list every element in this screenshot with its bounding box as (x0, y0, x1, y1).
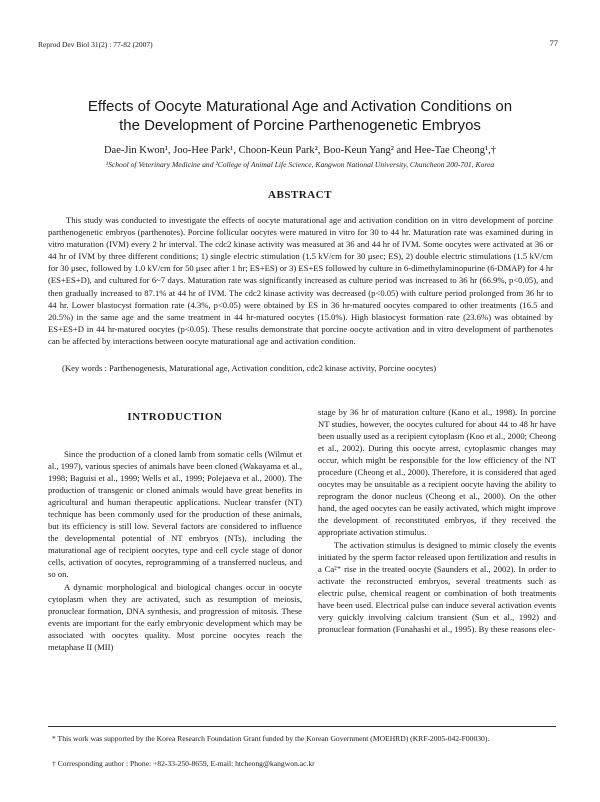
introduction-heading: INTRODUCTION (127, 411, 223, 423)
intro-paragraph: A dynamic morphological and biological changes occur in oocyte cytoplasm when they are activated, such as resumption of meiosis, pronuclear formation, DNA synthesis, and progression of mitosis. These events are important for the early embryonic development which may be associated with oocytes quality. Most porcine oocytes reach the metaphase II (MII) (48, 581, 302, 652)
footnote-divider (48, 726, 556, 727)
paper-title (40, 97, 560, 135)
title-line-1: Effects of Oocyte Maturational Age and Activation Conditions on (87, 98, 513, 115)
funding-footnote: * This work was supported by the Korea Research Foundation Grant funded by the Korean Government (MOEHRD) (KRF-2005-042-F00030). (52, 734, 490, 743)
abstract-heading: ABSTRACT (268, 189, 332, 201)
keywords: (Key words : Parthenogenesis, Maturational age, Activation condition, cdc2 kinase activity, Porcine oocytes) (62, 363, 437, 373)
page-number: 77 (549, 38, 558, 48)
right-column (318, 406, 556, 635)
author-list: Dae-Jin Kwon¹, Joo-Hee Park¹, Choon-Keun Park², Boo-Keun Yang² and Hee-Tae Cheong¹,† (103, 145, 497, 156)
intro-paragraph: Since the production of a cloned lamb from somatic cells (Wilmut et al., 1997), various species of animals have been cloned (Wakayama et al., 1998; Baguisi et al., 1999; Wells et al., 1999; Polejaeva et al., 2000). The production of transgenic or cloned animals would have great benefits in agricultural and human therapeutic applications. Nuclear transfer (NT) technique has been commonly used for the production of these animals, but its efficiency is still low. Several factors are considered to influence the developmental potential of NT embryos (NTs), including the maturational age of recipient oocytes, type and cell cycle stage of donor cells, activation of oocytes, reprogramming of a transferred nucleus, and so on. (48, 449, 302, 580)
intro-paragraph: The activation stimulus is designed to mimic closely the events initiated by the sperm factor released upon fertilization and results in a Ca²⁺ rise in the treated oocyte (Saunders et al., 2002). In order to activate the reconstructed embryos, several treatments such as electric pulse, chemical reagent or combination of both treatments have been used. Electrical pulse can induce several activation events very quickly involving calcium transient (Sun et al., 1992) and pronuclear formation (Funahashi et al., 1995). By these reasons elec- (318, 539, 556, 634)
title-line-2: the Development of Porcine Parthenogenetic Embryos (119, 117, 481, 134)
corresponding-author-footnote: † Corresponding author : Phone: +82-33-250-8659, E-mail: htcheong@kangwon.ac.kr (52, 759, 315, 768)
journal-citation: Reprod Dev Biol 31(2) : 77-82 (2007) (38, 40, 153, 49)
intro-paragraph: stage by 36 hr of maturation culture (Kano et al., 1998). In porcine NT studies, however, the oocytes cultured for about 44 to 48 hr have been usually used as a recipient cytoplasm (Koo et al., 2000; Cheong et al., 2002). During this oocyte arrest, cytoplasmic changes may occur, which might be responsible for the low efficiency of the NT procedure (Cheong et al., 2000). Therefore, it is considered that aged oocytes may be unsuitable as a recipient oocyte having the ability to reprogram the donor nucleus (Cheong et al., 2000). On the other hand, the aged oocytes can be easily activated, which might improve the development of reconstituted embryos, if they received the appropriate activation stimulus. (318, 407, 556, 538)
abstract-text: This study was conducted to investigate the effects of oocyte maturational age and activation condition on in vitro development of porcine parthenogenetic embryos (parthenotes). Porcine follicular oocytes were matured in vitro for 30 to 44 hr. Maturation rate was examined during in vitro maturation (IVM) every 2 hr interval. The cdc2 kinase activity was measured at 36 and 44 hr of IVM. Some oocytes were activated at 36 or 44 hr of IVM by three different conditions; 1) single electric stimulation (1.5 kV/cm for 30 μsec; ES), 2) double electric stimulations (1.5 kV/cm for 30 μsec, followed by 1.0 kV/cm for 50 μsec after 1 hr; ES+ES) or 3) ES+ES followed by culture in 6-dimethylaminopurine (6-DMAP) for 4 hr (ES+ES+D), and cultured for 6~7 days. Maturation rate was significantly increased as culture period was increased to 36 hr (66.9%, p<0.05), and then gradually increased to 87.1% at 44 hr of IVM. The cdc2 kinase activity was decreased (p<0.05) with culture period prolonged from 36 hr to 44 hr. Lower blastocyst formation rate (4.3%, p<0.05) were obtained by ES in 36 hr-matured oocytes compared to other treatments (16.5 and 20.5%) in the same age and the same treatment in 44 hr-matured oocytes (15.0%). High blastocyst formation rate (23.6%) was obtained by ES+ES+D in 44 hr-matured oocytes (p<0.05). These results demonstrate that porcine oocyte activation and in vitro development of parthenotes can be affected by interactions between oocyte maturational age and activation condition. (48, 215, 553, 346)
left-column (48, 448, 302, 653)
affiliation: ¹School of Veterinary Medicine and ²College of Animal Life Science, Kangwon National University, Chuncheon 200-701, Korea (105, 160, 495, 169)
